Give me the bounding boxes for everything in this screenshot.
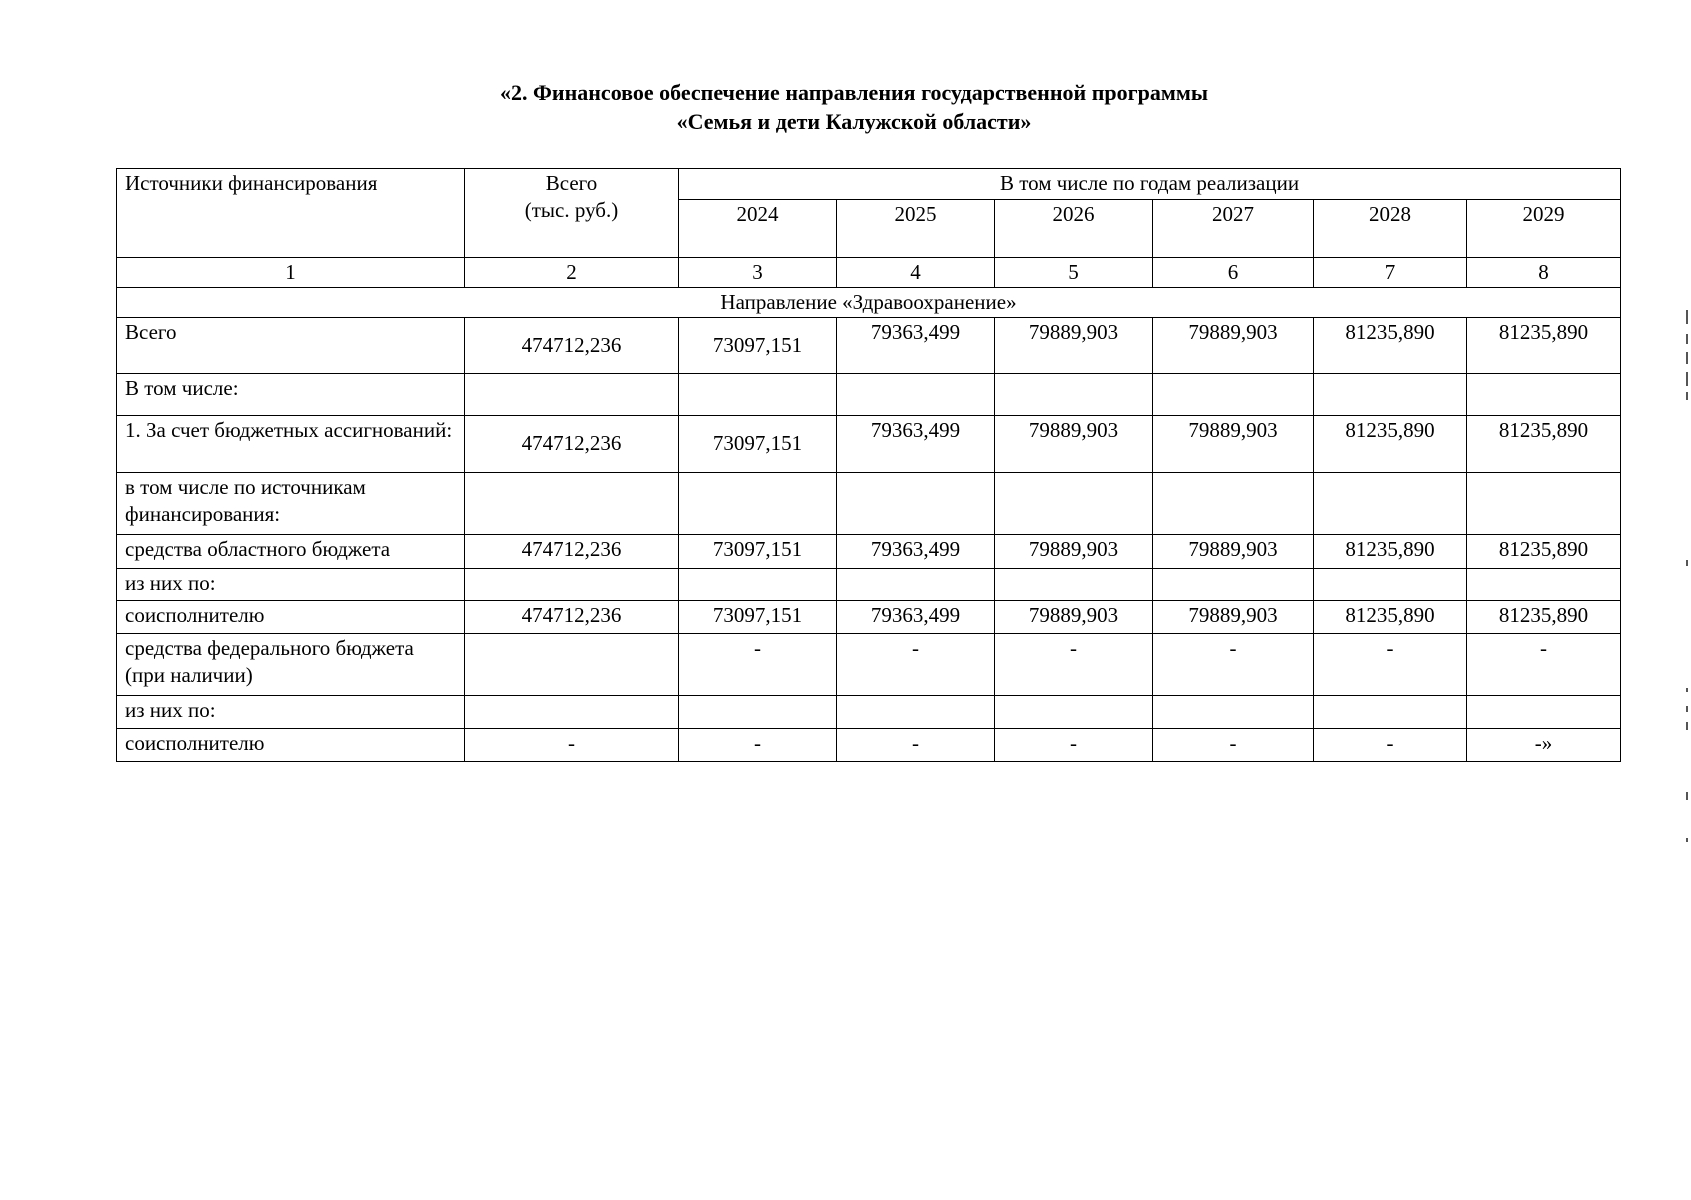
value-cell: 81235,890 (1467, 318, 1621, 374)
value-cell: 79889,903 (1153, 416, 1314, 473)
value-cell (679, 473, 837, 535)
value-cell: 79889,903 (995, 601, 1153, 634)
value-cell (1467, 473, 1621, 535)
value-cell: 81235,890 (1467, 535, 1621, 569)
value-cell (837, 374, 995, 416)
scan-artifact (1686, 688, 1688, 692)
header-total-line-2: (тыс. руб.) (524, 198, 619, 222)
table-row (117, 601, 1621, 634)
header-year: 2026 (995, 200, 1153, 258)
header-sources: Источники финансирования (117, 169, 465, 258)
value-cell: - (995, 634, 1153, 696)
value-cell: - (1314, 729, 1467, 762)
value-cell: 474712,236 (465, 535, 679, 569)
scan-artifact (1686, 392, 1688, 400)
value-cell: 79363,499 (837, 601, 995, 634)
column-number: 3 (679, 258, 837, 288)
value-cell: 474712,236 (465, 416, 679, 473)
row-label: средства областного бюджета (117, 535, 465, 569)
table-row (117, 473, 1621, 535)
value-cell (465, 374, 679, 416)
row-label: В том числе: (117, 374, 465, 416)
value-cell: 81235,890 (1314, 535, 1467, 569)
scan-artifact (1686, 372, 1688, 386)
column-number: 2 (465, 258, 679, 288)
value-cell: 81235,890 (1314, 416, 1467, 473)
value-cell: - (837, 634, 995, 696)
header-total-line-1: Всего (545, 171, 598, 195)
row-label: в том числе по источникам финансирования: (117, 473, 465, 535)
header-row-1 (117, 169, 1621, 200)
value-cell (1467, 696, 1621, 729)
financing-table (116, 168, 1621, 762)
value-cell (1153, 374, 1314, 416)
value-cell: 73097,151 (679, 318, 837, 374)
value-cell: - (1314, 634, 1467, 696)
table-row (117, 535, 1621, 569)
value-cell (1153, 569, 1314, 601)
column-number: 1 (117, 258, 465, 288)
value-cell: - (837, 729, 995, 762)
value-cell (995, 569, 1153, 601)
value-cell: 81235,890 (1314, 601, 1467, 634)
value-cell (679, 696, 837, 729)
value-cell: 79889,903 (995, 318, 1153, 374)
value-cell (465, 473, 679, 535)
value-cell (995, 696, 1153, 729)
scan-artifact (1686, 352, 1688, 364)
value-cell (1467, 374, 1621, 416)
row-label: соисполнителю (117, 729, 465, 762)
scan-artifact (1686, 334, 1688, 344)
value-cell (679, 569, 837, 601)
row-label: 1. За счет бюджетных ассигнований: (117, 416, 465, 473)
header-year: 2025 (837, 200, 995, 258)
value-cell: -» (1467, 729, 1621, 762)
value-cell: 474712,236 (465, 318, 679, 374)
value-cell: 81235,890 (1314, 318, 1467, 374)
header-year: 2028 (1314, 200, 1467, 258)
table-row (117, 729, 1621, 762)
value-cell (1314, 473, 1467, 535)
value-cell: 79889,903 (995, 416, 1153, 473)
row-label: соисполнителю (117, 601, 465, 634)
scan-artifact (1686, 706, 1688, 712)
value-cell: 73097,151 (679, 601, 837, 634)
table-row (117, 374, 1621, 416)
row-label: из них по: (117, 569, 465, 601)
table-row (117, 569, 1621, 601)
header-by-years: В том числе по годам реализации (679, 169, 1621, 200)
value-cell: - (1153, 729, 1314, 762)
value-cell (465, 569, 679, 601)
value-cell (837, 696, 995, 729)
column-number: 7 (1314, 258, 1467, 288)
header-year: 2027 (1153, 200, 1314, 258)
value-cell: - (995, 729, 1153, 762)
value-cell: 81235,890 (1467, 601, 1621, 634)
value-cell (1314, 569, 1467, 601)
header-total (465, 169, 679, 258)
value-cell: 79889,903 (1153, 601, 1314, 634)
title-line-2: «Семья и дети Калужской области» (676, 109, 1032, 134)
column-number: 4 (837, 258, 995, 288)
value-cell: 474712,236 (465, 601, 679, 634)
value-cell: 73097,151 (679, 416, 837, 473)
row-label: из них по: (117, 696, 465, 729)
header-year: 2024 (679, 200, 837, 258)
scan-artifact (1686, 560, 1688, 566)
value-cell (465, 634, 679, 696)
column-number: 8 (1467, 258, 1621, 288)
column-numbers-row (117, 258, 1621, 288)
value-cell: - (679, 634, 837, 696)
value-cell: 79889,903 (1153, 318, 1314, 374)
section-title: Направление «Здравоохранение» (117, 288, 1621, 318)
value-cell (1153, 696, 1314, 729)
value-cell (837, 473, 995, 535)
header-year: 2029 (1467, 200, 1621, 258)
table-row (117, 318, 1621, 374)
table-row (117, 696, 1621, 729)
document-title (0, 78, 1691, 136)
table-row (117, 634, 1621, 696)
scan-artifact (1686, 722, 1688, 730)
value-cell (837, 569, 995, 601)
value-cell (1153, 473, 1314, 535)
value-cell: - (1153, 634, 1314, 696)
value-cell (1467, 569, 1621, 601)
column-number: 5 (995, 258, 1153, 288)
value-cell: - (465, 729, 679, 762)
value-cell: - (679, 729, 837, 762)
value-cell (679, 374, 837, 416)
table-row (117, 416, 1621, 473)
value-cell: 79889,903 (995, 535, 1153, 569)
section-row (117, 288, 1621, 318)
value-cell: 73097,151 (679, 535, 837, 569)
value-cell: 81235,890 (1467, 416, 1621, 473)
value-cell: 79363,499 (837, 318, 995, 374)
value-cell (995, 374, 1153, 416)
value-cell: 79363,499 (837, 535, 995, 569)
title-line-1: «2. Финансовое обеспечение направления государственной программы (500, 80, 1208, 105)
value-cell (1314, 374, 1467, 416)
value-cell (465, 696, 679, 729)
row-label: средства федерального бюджета (при наличии) (117, 634, 465, 696)
row-label: Всего (117, 318, 465, 374)
value-cell: - (1467, 634, 1621, 696)
scan-artifact (1686, 792, 1688, 800)
scan-artifact (1686, 310, 1688, 324)
value-cell (1314, 696, 1467, 729)
column-number: 6 (1153, 258, 1314, 288)
value-cell: 79363,499 (837, 416, 995, 473)
value-cell: 79889,903 (1153, 535, 1314, 569)
value-cell (995, 473, 1153, 535)
scan-artifact (1686, 838, 1688, 842)
